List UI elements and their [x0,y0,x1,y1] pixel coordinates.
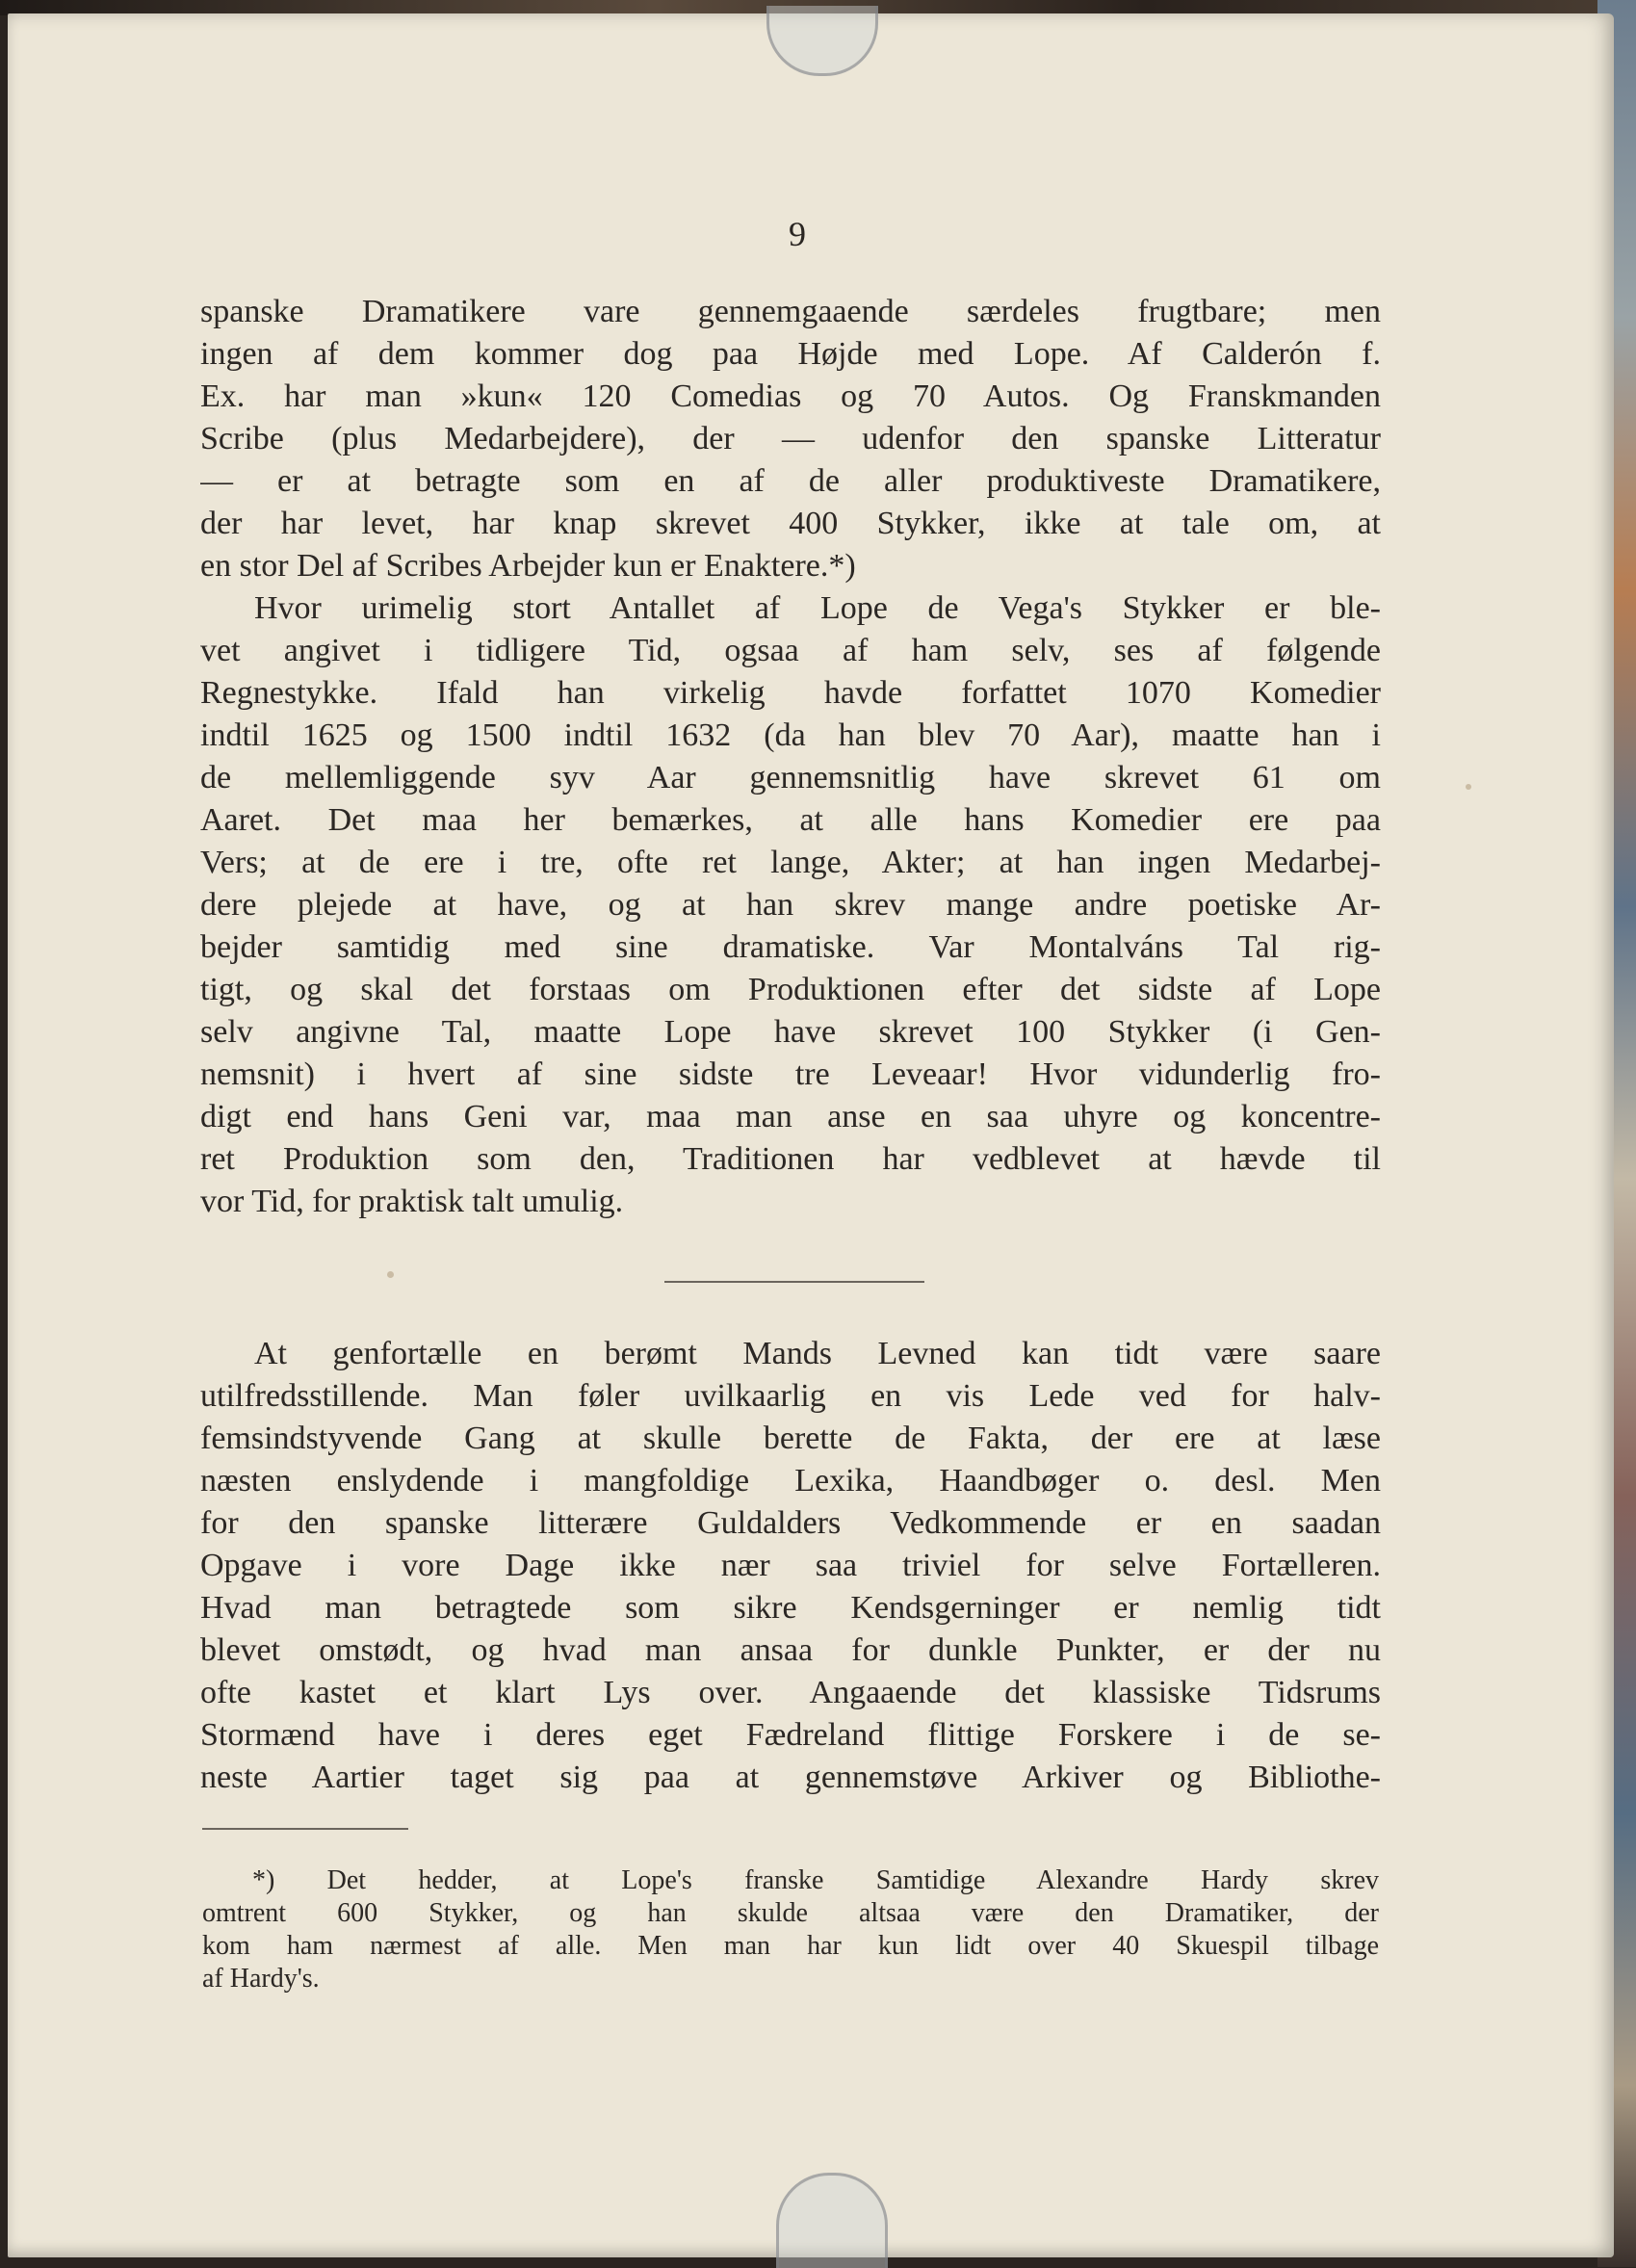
book-page [8,13,1614,2257]
paper-foxing-spot [387,1271,394,1278]
text-line: bejder samtidig med sine dramatiske. Var Montalváns Tal rig- [200,929,1381,965]
text-line: ingen af dem kommer dog paa Højde med Lope. Af Calderón f. [200,336,1381,372]
text-line: indtil 1625 og 1500 indtil 1632 (da han blev 70 Aar), maatte han i [200,717,1381,753]
text-line: utilfredsstillende. Man føler uvilkaarlig en vis Lede ved for halv- [200,1378,1381,1414]
top-clip [766,6,878,76]
paper-foxing-spot [1466,784,1471,790]
text-line: Vers; at de ere i tre, ofte ret lange, Akter; at han ingen Medarbej- [200,845,1381,880]
text-line: en stor Del af Scribes Arbejder kun er Enaktere.*) [200,548,856,584]
footnote [202,1864,1379,1995]
text-line: Ex. har man »kun« 120 Comedias og 70 Autos. Og Franskmanden [200,378,1381,414]
text-line: næsten enslydende i mangfoldige Lexika, Haandbøger o. desl. Men [200,1463,1381,1499]
section-divider [664,1281,924,1283]
footnote-line: af Hardy's. [202,1964,320,1994]
text-line: blevet omstødt, og hvad man ansaa for dunkle Punkter, er der nu [200,1632,1381,1668]
text-line: der har levet, har knap skrevet 400 Stykker, ikke at tale om, at [200,506,1381,541]
text-line: At genfortælle en berømt Mands Levned kan tidt være saare [254,1336,1381,1371]
text-line: dere plejede at have, og at han skrev mange andre poetiske Ar- [200,887,1381,923]
text-line: Regnestykke. Ifald han virkelig havde forfattet 1070 Komedier [200,675,1381,711]
text-line: de mellemliggende syv Aar gennemsnitlig have skrevet 61 om [200,760,1381,795]
text-line: femsindstyvende Gang at skulle berette de Fakta, der ere at læse [200,1421,1381,1456]
footnote-line: *) Det hedder, at Lope's franske Samtidige Alexandre Hardy skrev [252,1865,1379,1895]
page-number: 9 [789,215,806,253]
text-line: nemsnit) i hvert af sine sidste tre Leveaar! Hvor vidunderlig fro- [200,1056,1381,1092]
bottom-clip [776,2173,888,2268]
paragraph-block-1 [200,291,1381,1223]
text-line: neste Aartier taget sig paa at gennemstøve Arkiver og Bibliothe- [200,1760,1381,1795]
footnote-rule [202,1828,408,1830]
text-line: ret Produktion som den, Traditionen har vedblevet at hævde til [200,1141,1381,1177]
footnote-line: kom ham nærmest af alle. Men man har kun lidt over 40 Skuespil tilbage [202,1931,1379,1961]
text-line: Hvad man betragtede som sikre Kendsgerninger er nemlig tidt [200,1590,1381,1626]
text-line: Aaret. Det maa her bemærkes, at alle hans Komedier ere paa [200,802,1381,838]
footnote-line: omtrent 600 Stykker, og han skulde altsaa være den Dramatiker, der [202,1898,1379,1928]
text-line: Stormænd have i deres eget Fædreland flittige Forskere i de se- [200,1717,1381,1753]
text-line: digt end hans Geni var, maa man anse en saa uhyre og koncentre- [200,1099,1381,1134]
text-line: — er at betragte som en af de aller produktiveste Dramatikere, [200,463,1381,499]
text-line: for den spanske litterære Guldalders Vedkommende er en saadan [200,1505,1381,1541]
paragraph-block-2 [200,1333,1381,1799]
text-line: Scribe (plus Medarbejdere), der — udenfor den spanske Litteratur [200,421,1381,456]
text-line: tigt, og skal det forstaas om Produktionen efter det sidste af Lope [200,972,1381,1007]
text-line: vor Tid, for praktisk talt umulig. [200,1184,624,1219]
text-line: spanske Dramatikere vare gennemgaaende særdeles frugtbare; men [200,294,1381,329]
text-line: Opgave i vore Dage ikke nær saa triviel for selve Fortælleren. [200,1548,1381,1583]
text-line: ofte kastet et klart Lys over. Angaaende det klassiske Tidsrums [200,1675,1381,1710]
text-line: selv angivne Tal, maatte Lope have skrevet 100 Stykker (i Gen- [200,1014,1381,1050]
text-line: vet angivet i tidligere Tid, ogsaa af ham selv, ses af følgende [200,633,1381,668]
text-line: Hvor urimelig stort Antallet af Lope de Vega's Stykker er ble- [254,590,1381,626]
